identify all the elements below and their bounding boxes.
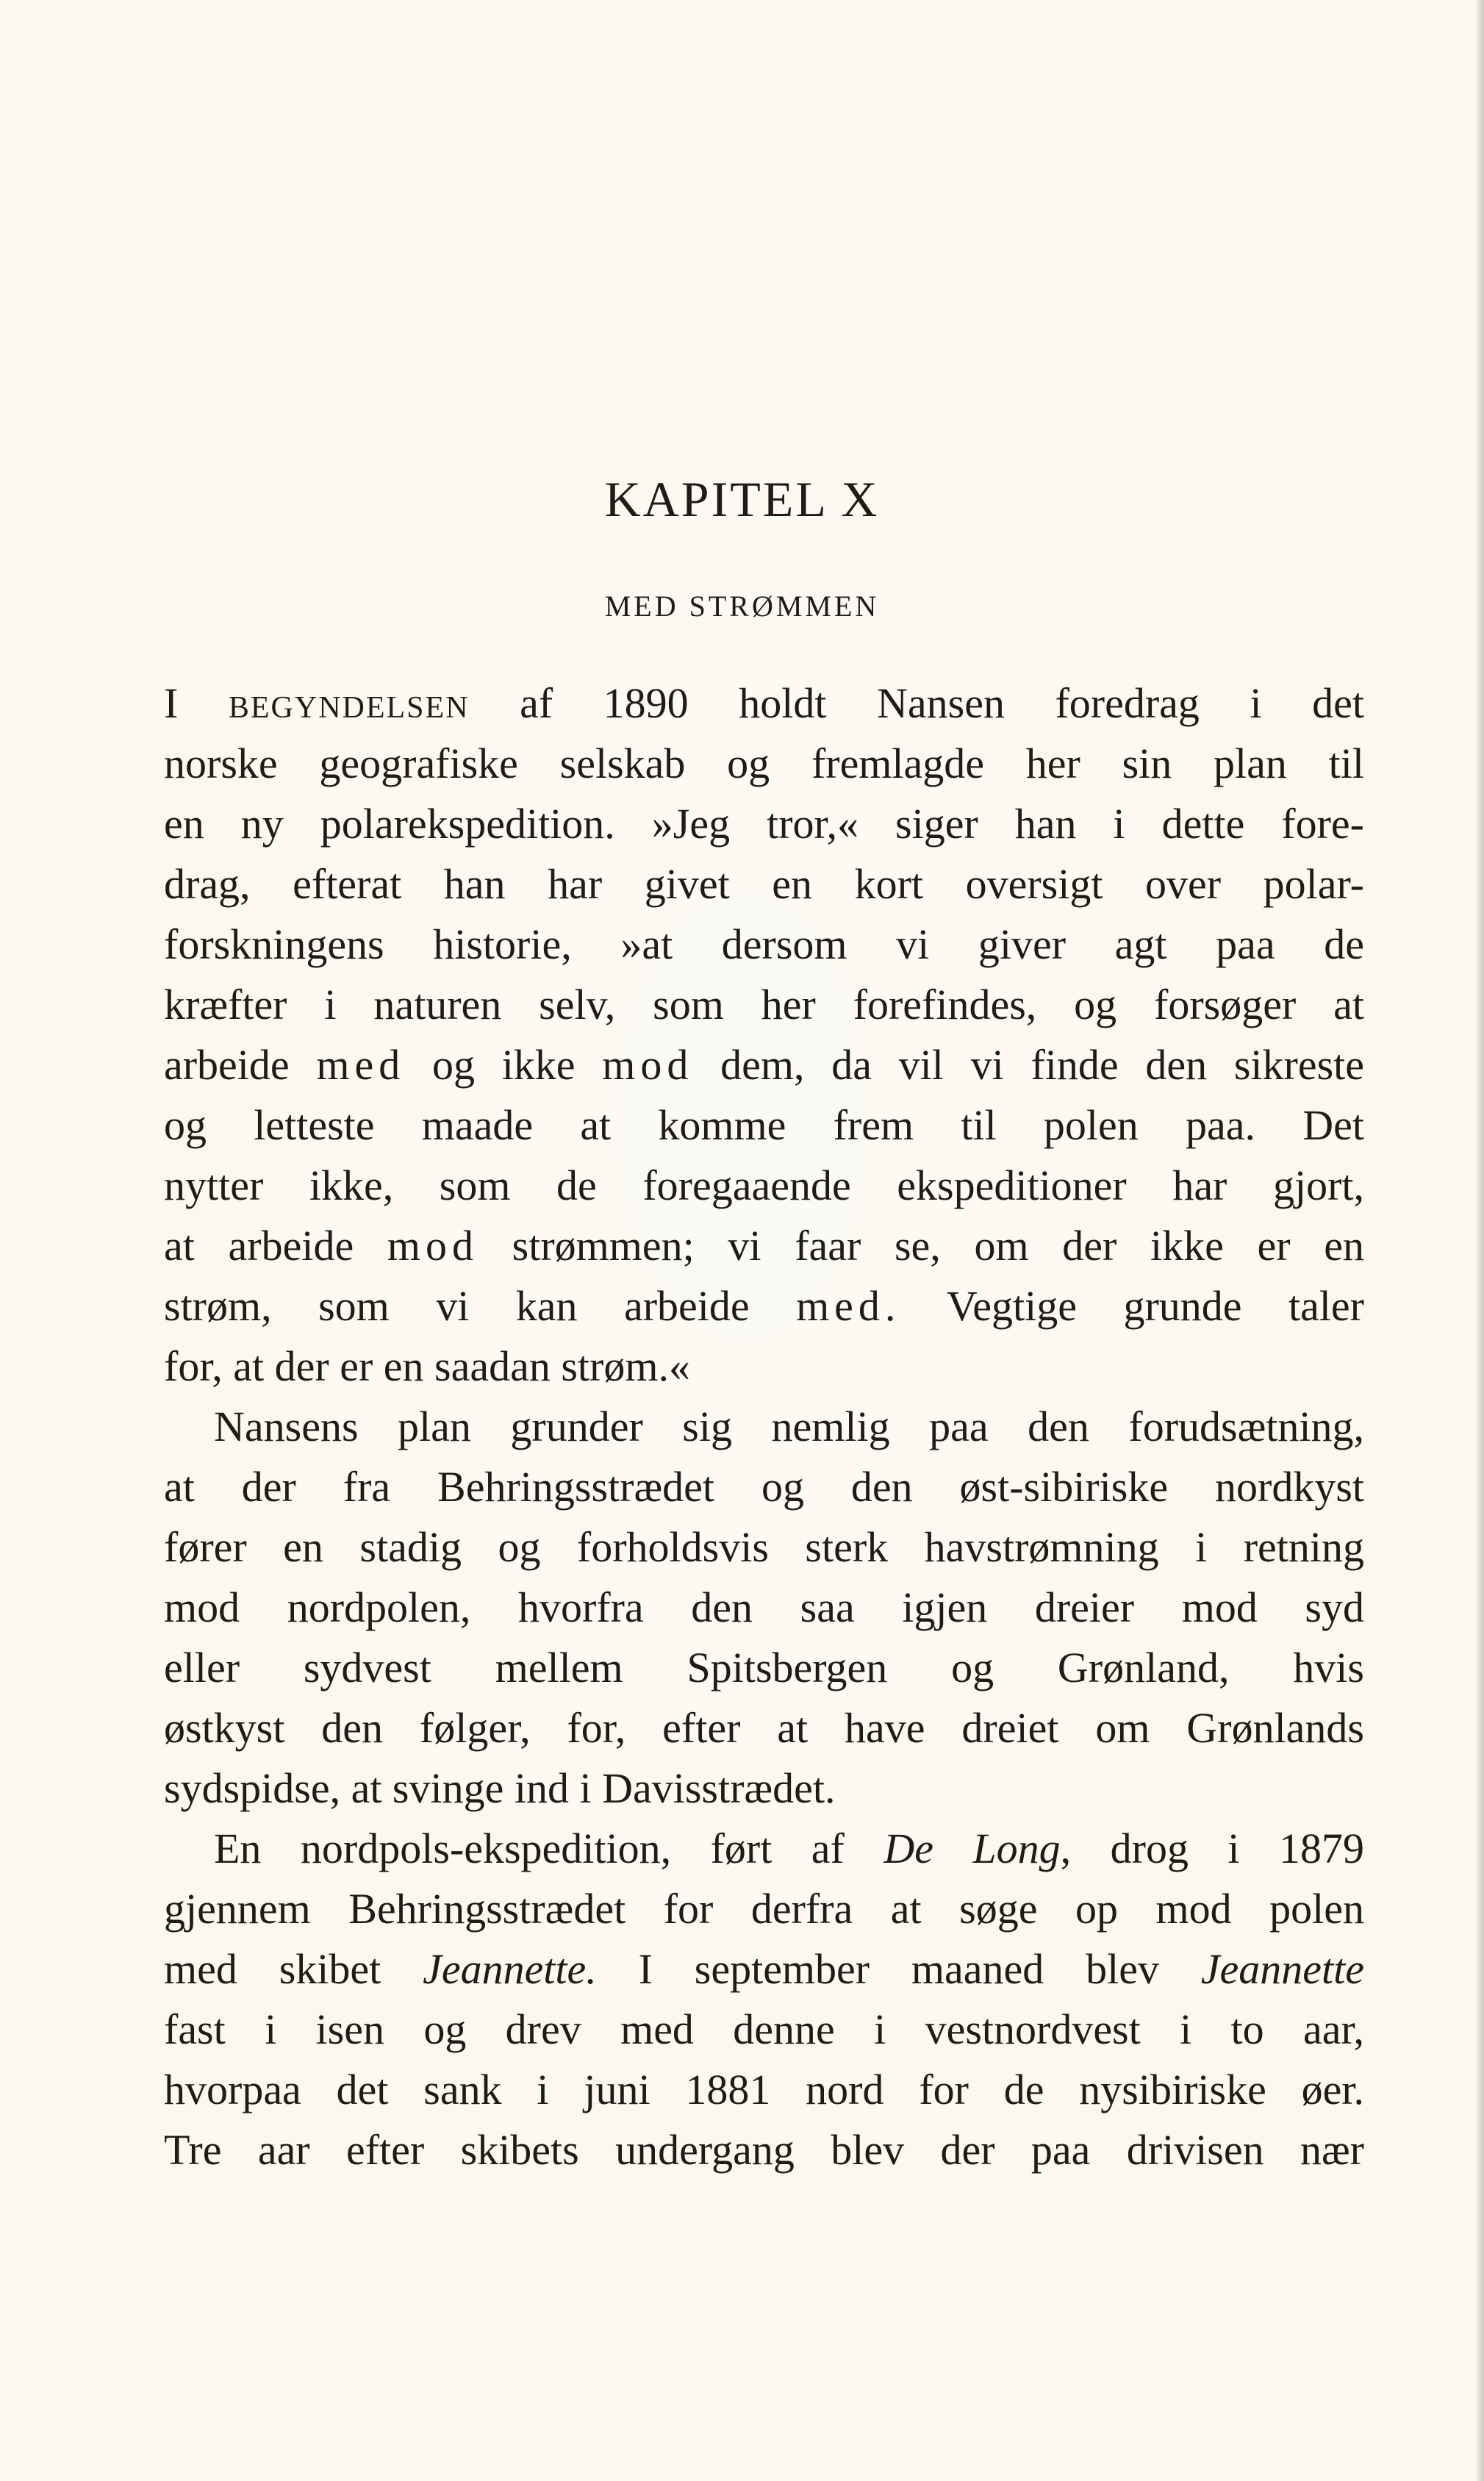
text-line <box>164 1336 1364 1397</box>
text-line <box>164 2060 1364 2120</box>
page-edge-shadow <box>1475 0 1484 2481</box>
text-line <box>164 1819 1364 1879</box>
text-line <box>164 1457 1364 1517</box>
text-segment: mod nordpolen, hvorfra den saa igjen dreier mod syd <box>164 1583 1364 1631</box>
text-line <box>164 1095 1364 1156</box>
text-segment: kræfter i naturen selv, som her forefindes, og forsøger at <box>164 981 1364 1028</box>
text-segment: I september maaned blev <box>596 1945 1201 1993</box>
text-segment: med <box>316 1041 406 1089</box>
text-segment: for, at der er en saadan strøm.« <box>164 1342 690 1390</box>
text-segment: fast i isen og drev med denne i vestnordvest i to aar, <box>164 2005 1364 2053</box>
text-segment: med skibet <box>164 1945 423 1993</box>
text-segment: af 1890 holdt Nansen foredrag i det <box>469 679 1364 727</box>
text-segment: mod <box>387 1222 478 1270</box>
text-segment: Nansens plan grunder sig nemlig paa den forudsætning, <box>214 1403 1364 1450</box>
text-line <box>164 794 1364 854</box>
text-segment: at der fra Behringsstrædet og den øst-sibiriske nordkyst <box>164 1463 1364 1511</box>
text-line <box>164 1939 1364 2000</box>
text-segment: En nordpols-ekspedition, ført af <box>214 1825 884 1872</box>
text-segment: hvorpaa det sank i juni 1881 nord for de nysibiriske øer. <box>164 2066 1364 2113</box>
text-line <box>164 2120 1364 2180</box>
text-segment: nytter ikke, som de foregaaende ekspeditioner har gjort, <box>164 1161 1364 1209</box>
text-segment: mod <box>602 1041 694 1089</box>
text-line <box>164 1216 1364 1276</box>
text-line <box>164 1578 1364 1638</box>
text-segment: forskningens historie, »at dersom vi giver agt paa de <box>164 920 1364 968</box>
text-segment: eller sydvest mellem Spitsbergen og Grønland, hvis <box>164 1644 1364 1691</box>
text-segment: Jeannette. <box>423 1945 597 1993</box>
text-segment: norske geografiske selskab og fremlagde her sin plan til <box>164 740 1364 787</box>
chapter-title: KAPITEL X <box>604 471 880 527</box>
text-segment: og letteste maade at komme frem til polen paa. Det <box>164 1101 1364 1149</box>
text-segment: Tre aar efter skibets undergang blev der paa drivisen nær <box>164 2126 1364 2174</box>
text-line <box>164 854 1364 914</box>
text-segment: BEGYNDELSEN <box>228 691 470 725</box>
text-segment: Jeannette <box>1200 1945 1365 1993</box>
text-line <box>164 2000 1364 2060</box>
text-line <box>164 914 1364 975</box>
text-segment: fører en stadig og forholdsvis sterk havstrømning i retning <box>164 1523 1364 1571</box>
text-line <box>164 1517 1364 1578</box>
text-segment: østkyst den følger, for, efter at have dreiet om Grønlands <box>164 1704 1364 1752</box>
text-segment: drag, efterat han har givet en kort oversigt over polar- <box>164 860 1364 908</box>
text-segment: , drog i 1879 <box>1060 1825 1364 1872</box>
text-segment: strøm, som vi kan arbeide <box>164 1282 797 1330</box>
text-segment: strømmen; vi faar se, om der ikke er en <box>478 1222 1364 1270</box>
text-segment: dem, da vil vi finde den sikreste <box>693 1041 1364 1089</box>
text-line <box>164 1156 1364 1216</box>
text-line <box>164 1879 1364 1939</box>
text-line <box>164 1276 1364 1336</box>
chapter-subtitle: MED STRØMMEN <box>604 590 880 623</box>
text-line <box>164 1638 1364 1698</box>
text-line <box>164 673 1364 734</box>
body-text <box>164 673 1364 2180</box>
text-segment: I <box>164 679 229 727</box>
text-segment: gjennem Behringsstrædet for derfra at søge op mod polen <box>164 1885 1364 1933</box>
text-line <box>164 734 1364 794</box>
text-segment: og ikke <box>405 1041 603 1089</box>
text-line <box>164 1397 1364 1457</box>
text-line <box>164 1698 1364 1758</box>
text-segment: sydspidse, at svinge ind i Davisstrædet. <box>164 1764 836 1812</box>
text-segment: De Long <box>883 1825 1061 1872</box>
text-segment: Vegtige grunde taler <box>900 1282 1364 1330</box>
text-segment: arbeide <box>164 1041 317 1089</box>
text-segment: en ny polarekspedition. »Jeg tror,« siger han i dette fore- <box>164 800 1364 848</box>
text-segment: med. <box>796 1282 901 1330</box>
text-segment: at arbeide <box>164 1222 387 1270</box>
text-line <box>164 975 1364 1035</box>
text-line <box>164 1758 1364 1819</box>
text-line <box>164 1035 1364 1095</box>
